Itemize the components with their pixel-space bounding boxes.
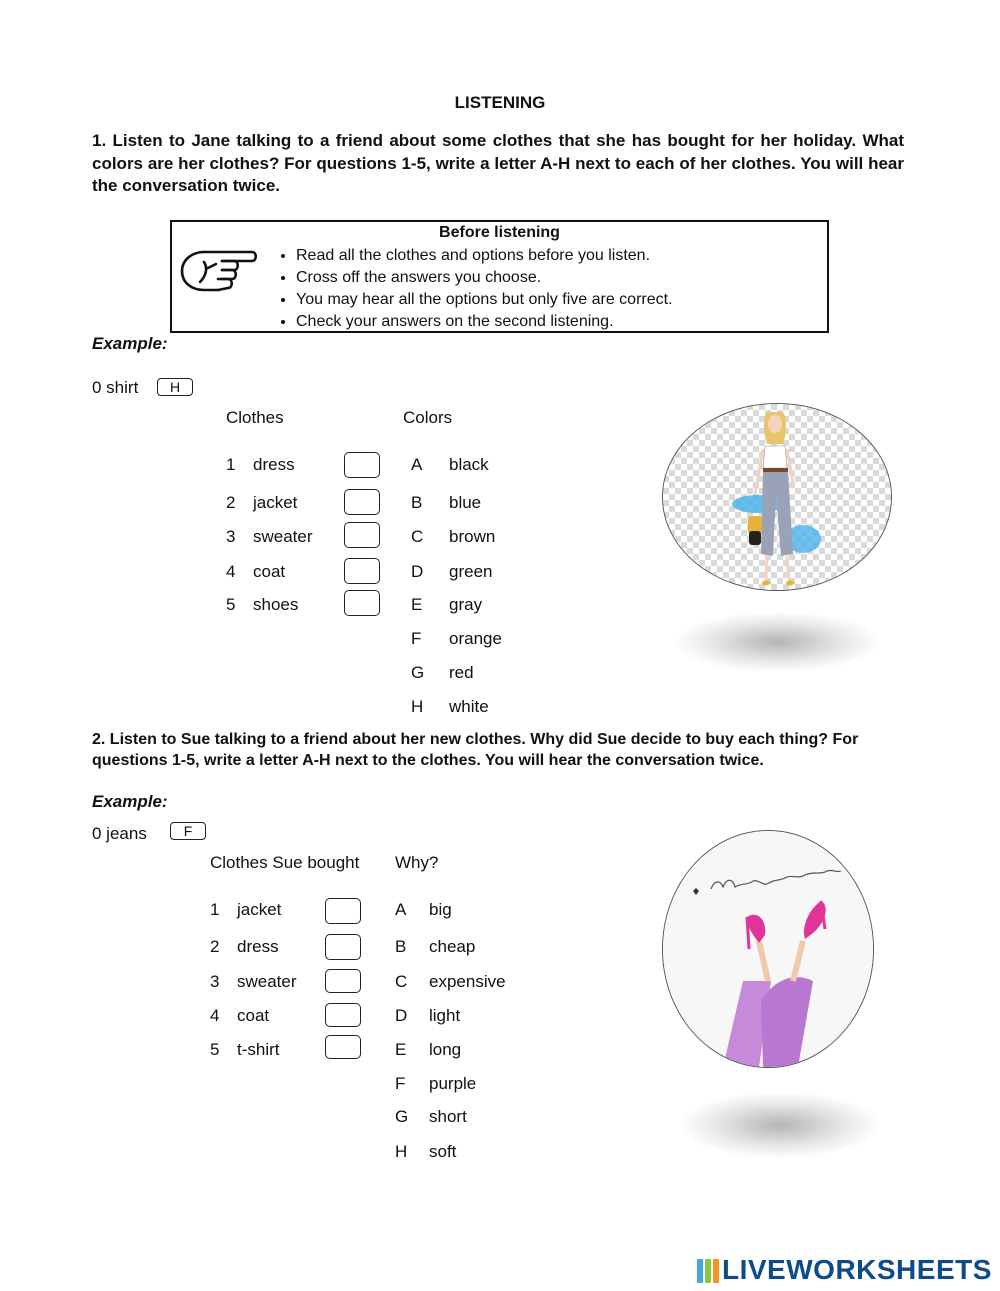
section2-item-number: 3: [210, 972, 220, 991]
logo-text: LIVEWORKSHEETS: [722, 1254, 992, 1285]
before-listening-title: Before listening: [439, 224, 560, 241]
section2-option-label: purple: [429, 1074, 477, 1093]
section1-answer-box-5[interactable]: [344, 590, 380, 616]
section1-option-letter: B: [411, 493, 423, 512]
before-listening-box: [170, 220, 829, 333]
section1-answer-box-1[interactable]: [344, 452, 380, 478]
section2-item-number: 5: [210, 1040, 220, 1059]
section2-option-letter: E: [395, 1040, 407, 1059]
page-title: LISTENING: [454, 93, 546, 112]
section2-option-label: big: [429, 900, 452, 919]
section2-item-label: sweater: [237, 972, 297, 991]
section1-options-header: Colors: [403, 408, 453, 427]
section1-option-letter: H: [411, 697, 424, 716]
section2-option-label: soft: [429, 1142, 457, 1161]
section1-item-label: sweater: [253, 527, 313, 546]
section1-option-label: brown: [449, 527, 496, 546]
section1-item-number: 3: [226, 527, 236, 546]
section2-options-header: Why?: [395, 853, 439, 872]
section1-option-label: gray: [449, 595, 483, 614]
section2-item-label: t-shirt: [237, 1040, 280, 1059]
section1-item-label: jacket: [253, 493, 298, 512]
section2-option-label: light: [429, 1006, 461, 1025]
section1-example-item: 0 shirt: [92, 378, 139, 397]
section1-answer-box-4[interactable]: [344, 558, 380, 584]
section1-item-number: 4: [226, 562, 236, 581]
section2-option-letter: C: [395, 972, 408, 991]
section2-option-letter: A: [395, 900, 407, 919]
section2-item-label: jacket: [237, 900, 282, 919]
section1-option-label: orange: [449, 629, 502, 648]
section2-answer-box-5[interactable]: [325, 1035, 361, 1059]
section2-item-number: 2: [210, 937, 220, 956]
section1-answer-box-2[interactable]: [344, 489, 380, 515]
section1-item-label: dress: [253, 455, 295, 474]
section2-answer-box-2[interactable]: [325, 934, 361, 960]
section2-option-letter: F: [395, 1074, 406, 1093]
section1-option-letter: D: [411, 562, 424, 581]
section2-option-label: cheap: [429, 937, 476, 956]
section2-instructions: 2. Listen to Sue talking to a friend about her new clothes. Why did Sue decide to buy each thing? For questions 1-5, write a letter A-H next to the clothes. You will hear the conversation twice.: [92, 731, 859, 769]
fashion-woman-illustration: [662, 403, 892, 591]
illustration-shadow: [675, 612, 880, 672]
section1-answer-box-3[interactable]: [344, 522, 380, 548]
section2-answer-box-4[interactable]: [325, 1003, 361, 1027]
section1-option-label: green: [449, 562, 493, 581]
section2-item-label: dress: [237, 937, 279, 956]
section1-item-number: 1: [226, 455, 236, 474]
section2-item-label: coat: [237, 1006, 270, 1025]
illustration-shadow: [680, 1092, 880, 1158]
tips-list: [276, 245, 673, 333]
section1-example-label: Example:: [92, 334, 168, 353]
section2-item-number: 1: [210, 900, 220, 919]
section2-option-letter: H: [395, 1142, 408, 1161]
section1-option-letter: A: [411, 455, 423, 474]
tip-item: • You may hear all the options but only five are correct.: [296, 289, 673, 311]
section2-answer-box-3[interactable]: [325, 969, 361, 993]
section1-option-label: blue: [449, 493, 482, 512]
section1-instructions: 1. Listen to Jane talking to a friend about some clothes that she has bought for her holiday. What colors are her clothes? For questions 1-5, write a letter A-H next to each of her clothes. You will hear the conversation twice.: [92, 131, 904, 195]
section1-item-label: shoes: [253, 595, 299, 614]
section2-item-number: 4: [210, 1006, 220, 1025]
section1-option-letter: E: [411, 595, 423, 614]
section1-example-answer-box: H: [157, 378, 193, 396]
tip-item: • Cross off the answers you choose.: [296, 267, 673, 289]
crossed-legs-heels-illustration: [662, 830, 874, 1068]
section1-option-letter: F: [411, 629, 422, 648]
section2-items-header: Clothes Sue bought: [210, 853, 360, 872]
section1-items-header: Clothes: [226, 408, 284, 427]
section1-item-label: coat: [253, 562, 286, 581]
section2-answer-box-1[interactable]: [325, 898, 361, 924]
tip-item: • Check your answers on the second listening.: [296, 311, 673, 333]
section1-option-label: black: [449, 455, 489, 474]
section1-option-letter: C: [411, 527, 424, 546]
section2-option-label: expensive: [429, 972, 506, 991]
section2-option-letter: G: [395, 1107, 409, 1126]
section2-option-label: long: [429, 1040, 462, 1059]
section2-option-letter: D: [395, 1006, 408, 1025]
section2-example-answer-box: F: [170, 822, 206, 840]
section2-example-label: Example:: [92, 792, 168, 811]
section1-option-letter: G: [411, 663, 425, 682]
section2-example-item: 0 jeans: [92, 824, 147, 843]
pointing-hand-icon: [178, 238, 260, 300]
section1-option-label: red: [449, 663, 474, 682]
liveworksheets-logo-icon: [697, 1259, 719, 1283]
tip-item: • Read all the clothes and options before you listen.: [296, 245, 673, 267]
section2-option-letter: B: [395, 937, 407, 956]
section1-item-number: 5: [226, 595, 236, 614]
section2-option-label: short: [429, 1107, 467, 1126]
section1-item-number: 2: [226, 493, 236, 512]
section1-option-label: white: [449, 697, 489, 716]
